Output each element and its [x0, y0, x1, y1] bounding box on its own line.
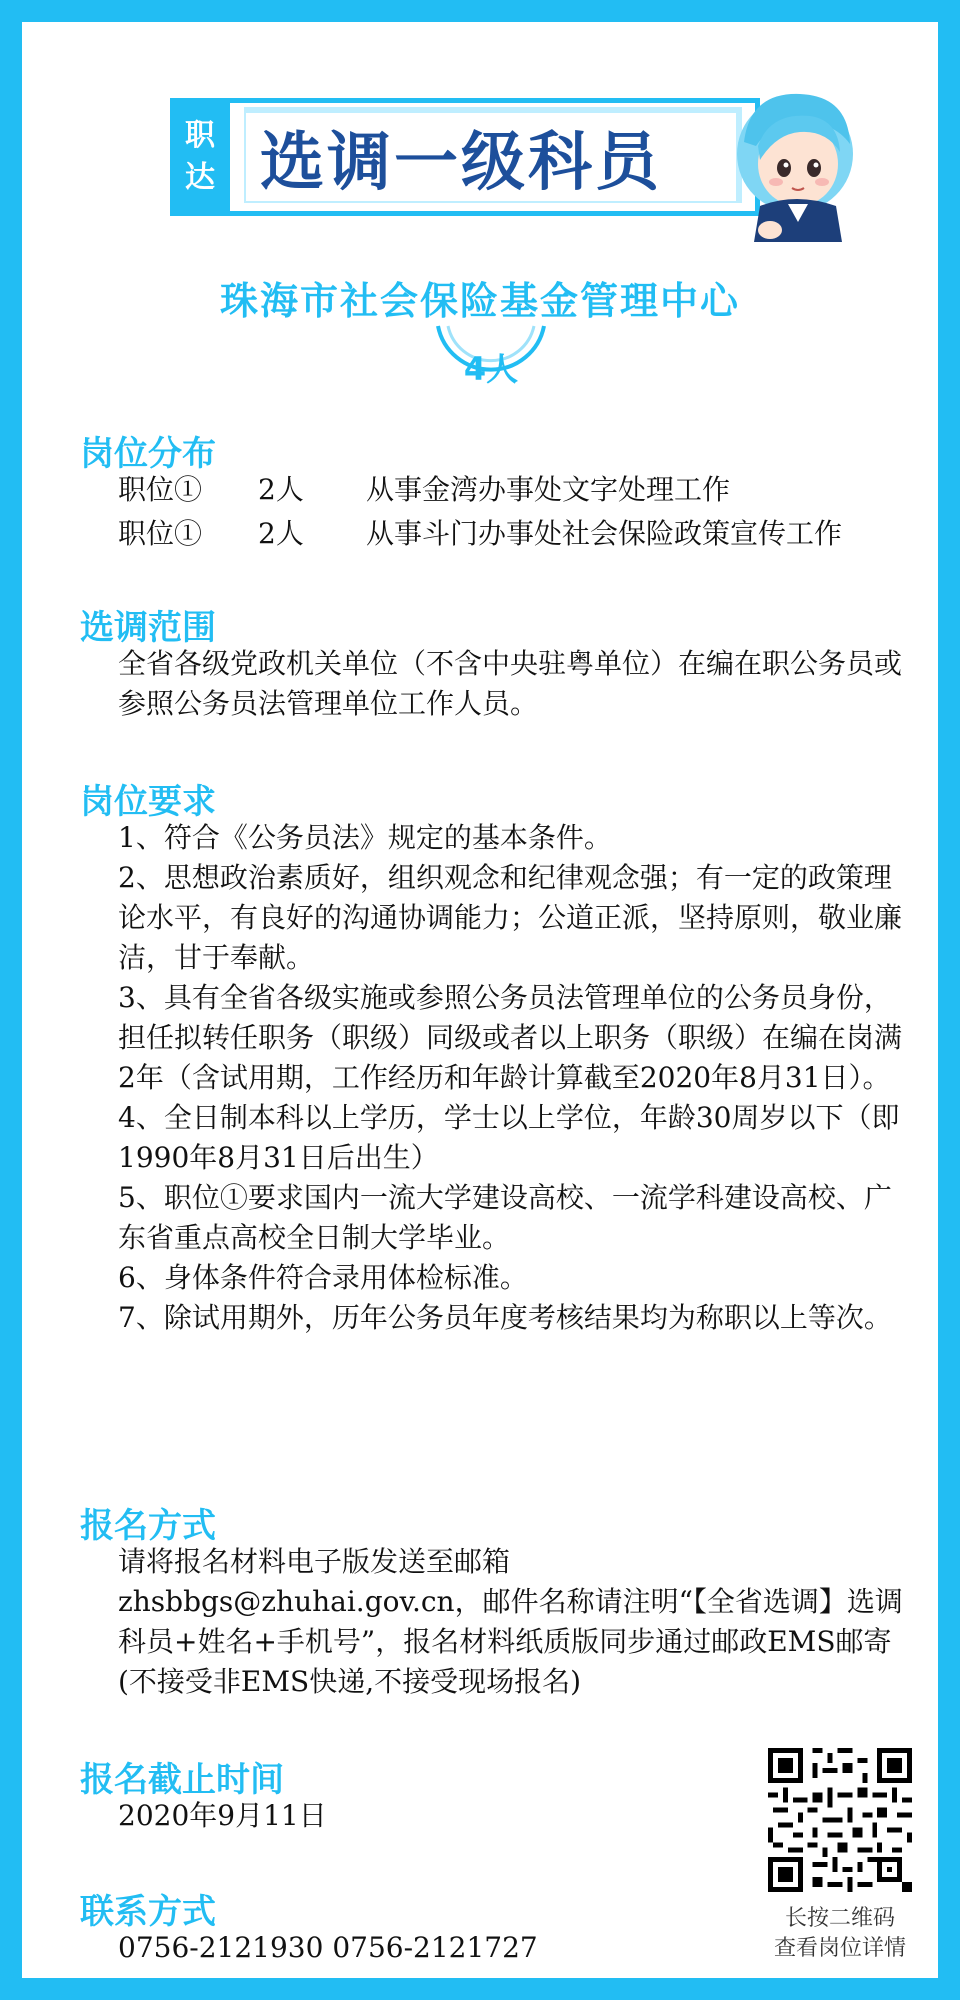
apply-text	[118, 1542, 908, 1702]
requirement-item: 4、全日制本科以上学历，学士以上学位，年龄30周岁以下（即1990年8月31日后出生）	[118, 1101, 900, 1174]
requirement-item: 2、思想政治素质好，组织观念和纪律观念强；有一定的政策理论水平，有良好的沟通协调能力；公道正派，坚持原则，敬业廉洁，甘于奉献。	[118, 861, 903, 974]
position-row	[118, 512, 842, 552]
cartoon-avatar-icon	[730, 82, 860, 242]
scope-text: 全省各级党政机关单位（不含中央驻粤单位）在编在职公务员或参照公务员法管理单位工作人员。	[118, 647, 903, 720]
apply-instruction: 请将报名材料电子版发送至邮箱	[118, 1545, 511, 1578]
brand-tag-top: 职	[185, 118, 215, 153]
section-title-scope: 选调范围	[80, 608, 216, 648]
section-title-deadline: 报名截止时间	[80, 1760, 284, 1800]
page-title: 选调一级科员	[260, 126, 662, 200]
requirement-item: 1、符合《公务员法》规定的基本条件。	[118, 821, 612, 854]
qr-caption	[742, 1904, 938, 1964]
apply-email-details: zhsbbgs@zhuhai.gov.cn，邮件名称请注明“【全省选调】选调科员+姓名+手机号”，报名材料纸质版同步通过邮政EMS邮寄(不接受非EMS快递,不接受现场报名)	[118, 1585, 903, 1698]
position-count: 2人	[258, 473, 304, 506]
section-title-apply: 报名方式	[80, 1506, 216, 1546]
position-name: 职位①	[118, 517, 203, 550]
position-row	[118, 468, 730, 508]
requirement-item: 6、身体条件符合录用体检标准。	[118, 1261, 528, 1294]
brand-tag-bottom: 达	[185, 160, 215, 195]
position-count: 2人	[258, 517, 304, 550]
contact-phones: 0756-2121930 0756-2121727	[118, 1931, 538, 1964]
title-frame	[230, 98, 760, 216]
section-title-positions: 岗位分布	[80, 434, 216, 474]
position-desc: 从事斗门办事处社会保险政策宣传工作	[366, 517, 843, 550]
position-desc: 从事金湾办事处文字处理工作	[366, 473, 731, 506]
poster-card	[22, 22, 938, 1978]
deadline-date: 2020年9月11日	[118, 1799, 327, 1832]
qr-caption-line2: 查看岗位详情	[773, 1936, 906, 1961]
section-title-requirements: 岗位要求	[80, 782, 216, 822]
title-panel	[246, 113, 736, 201]
requirements-list	[118, 818, 908, 1338]
requirement-item: 5、职位①要求国内一流大学建设高校、一流学科建设高校、广东省重点高校全日制大学毕业。	[118, 1181, 892, 1254]
brand-tag	[170, 98, 230, 216]
headcount-badge: 4人	[463, 350, 519, 388]
organization-name: 珠海市社会保险基金管理中心	[219, 279, 740, 323]
qr-caption-line1: 长按二维码	[784, 1906, 895, 1931]
position-name: 职位①	[118, 473, 203, 506]
qr-code-icon[interactable]	[768, 1748, 912, 1892]
requirement-item: 7、除试用期外，历年公务员年度考核结果均为称职以上等次。	[118, 1301, 892, 1334]
section-title-contact: 联系方式	[80, 1892, 216, 1932]
requirement-item: 3、具有全省各级实施或参照公务员法管理单位的公务员身份，担任拟转任职务（职级）同级或者以上职务（职级）在编在岗满2年（含试用期，工作经历和年龄计算截至2020年8月31日）。	[118, 981, 903, 1094]
